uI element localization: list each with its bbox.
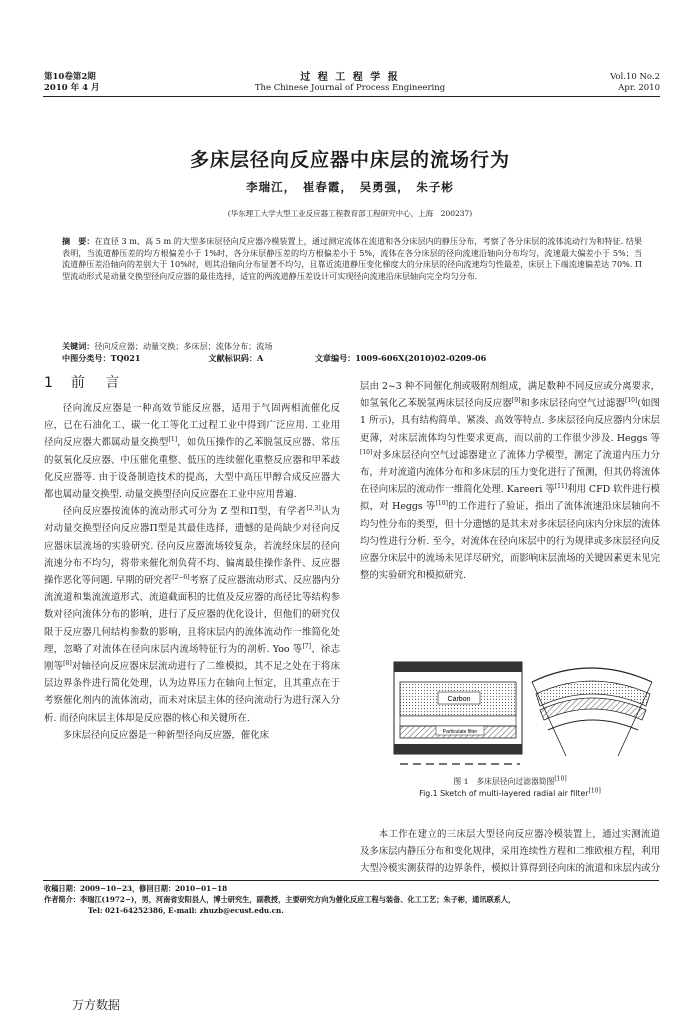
article-value: 1009-606X(2010)02-0209-06 bbox=[355, 353, 487, 363]
abstract-text: 在直径 3 m、高 5 m 的大型多床层径向反应器冷模装置上，通过测定流体在流道和各分床层内的静压分布，考察了各分床层的流体流动行为和特征. 结果表明，当流道静压差的均方根偏差小于 1%时，各分床层静压差的均方根偏差小于 5%，流体在各分床层的径向流速沿轴向分布均匀，流速最大偏差小于 5%；当流道静压差沿轴向的差别大于 10%时，则其沿轴向分布显著不均匀，且靠近流道静压变化梯度大的分床层的径向流速均匀性最差，床层上下端流速偏差达 70%. Π型流动形式是动量交换型径向反应器的最佳选择，适宜的两流道静压差设计可实现径向流速沿床层轴向完全均匀分布. bbox=[62, 236, 642, 282]
citation: [2−6] bbox=[172, 573, 190, 581]
section-title: 前 言 bbox=[70, 375, 128, 391]
journal-name-cn: 过 程 工 程 学 报 bbox=[300, 72, 400, 83]
section-number: 1 bbox=[44, 375, 61, 391]
left-column bbox=[44, 400, 340, 744]
citation: [10] bbox=[360, 448, 373, 456]
date-cn: 2010 年 4 月 bbox=[44, 83, 100, 93]
caption-en: Fig.1 Sketch of multi-layered radial air filter[10] bbox=[419, 787, 601, 798]
bottom-bar bbox=[394, 744, 522, 754]
footnote-contact: Tel: 021-64252386, E-mail: zhuzb@ecust.edu.cn. bbox=[88, 905, 284, 915]
filter-sketch bbox=[360, 656, 660, 771]
header-volume bbox=[44, 72, 99, 94]
section-heading bbox=[44, 372, 127, 392]
citation: [10] bbox=[625, 397, 638, 405]
citation: [10] bbox=[435, 500, 448, 508]
paper-affiliation: (华东理工大学大型工业反应器工程教育部工程研究中心，上海 200237) bbox=[227, 209, 473, 218]
abstract bbox=[62, 236, 642, 283]
figure-1 bbox=[360, 656, 660, 771]
journal-name-en: The Chinese Journal of Process Engineering bbox=[254, 83, 446, 93]
arc-filter bbox=[540, 698, 646, 720]
clc-label: 中图分类号： bbox=[62, 353, 111, 363]
paragraph-1: 径向流反应器是一种高效节能反应器，适用于气固两相流催化反应，已在石油化工、碳一化工等化工过程工业中得到广泛应用. 工业用径向反应器大都属动量交换型[1]，如负压操作的乙苯脱氢反应器、常压的氨氧化反应器、中压催化重整、低压的连续催化重整反应器和甲苯歧化反应器等. 由于设备制造技术的提高，大型中高压甲醇合成反应器大都也属动量交换型. 动量交换型径向反应器在工业中应用普遍. bbox=[44, 403, 340, 501]
filter-label: Particulate filter bbox=[442, 729, 478, 735]
abstract-label: 摘 要： bbox=[62, 236, 95, 246]
right-column-bottom bbox=[360, 826, 660, 878]
article-label: 文章编号： bbox=[314, 353, 356, 363]
citation: [8] bbox=[63, 659, 72, 667]
header-rule bbox=[43, 96, 660, 97]
paragraph-2: 径向反应器按流体的流动形式可分为 Z 型和Π型，有学者[2,3]认为对动量交换型径向反应器Π型是其最佳选择，遗憾的是尚缺少对径向反应器床层流场的实验研究. 径向反应器流场较复杂，若流经床层的径向流速分布不均匀，将带来催化剂负荷不均、偏离最佳操作条件、反应器操作恶化等问题. 早期的研究者[2−6]考察了反应器流动形式、反应器内分流流道和集流流道形式、流道截面积的比值及反应器的高径比等结构参数对径向流体分布的影响，进行了反应器的优化设计，但他们的研究仅限于反应器几何结构参数的影响，且将床层内的流体流动作一维简化处理，忽略了对流体在径向床层内流场特征行为的剖析. Yoo 等[7]、徐志刚等[8]对轴径向反应器床层流动进行了二维模拟，其不足之处在于将床层边界条件进行简化处理，认为边界压力在轴向上恒定，且其重点在于考察催化剂内的流体流动，而未对床层主体的径向流动行为进行深入分析. 而径向床层主体却是反应器的核心和关键所在. bbox=[44, 505, 340, 724]
arc-inner bbox=[548, 720, 638, 730]
volume-cn: 第10卷第2期 bbox=[44, 72, 96, 82]
citation: [1] bbox=[168, 436, 178, 444]
paragraph-continued: 层由 2~3 种不同催化剂或吸附剂组成，满足数种不同反应或分离要求，如氢氧化乙苯脱氢两床层径向反应器[9]和多床层径向空气过滤器[10](如图 1 所示)，具有结构简单、紧凑、高效等特点. 多床层径向反应器内分床层更薄，对床层流体均匀性要求更高，而以前的工作很少涉及. Heggs 等[10]对多床层径向空气过滤器建立了流体力学模型，测定了流道内压力分布，并对流道内流体分布和多床层的压力变化进行了预测，但其仍将流体在径向床层的流动作一维简化处理. Kareeri 等[11]利用 CFD 软件进行模拟，对 Heggs 等[10]的工作进行了验证，指出了流体流速沿床层轴向不均匀性分布的类型，但十分遗憾的是其未对多床层径向床内分床层的流体均匀性进行分析. 至今，对流体在径向床层中的行为规律或多床层径向反应器分床层中的流场未见详尽研究，而影响床层流场的关键因素更未见完整的实验研究和模拟研究. bbox=[360, 381, 661, 582]
carbon-label: Carbon bbox=[447, 696, 471, 703]
gap-band bbox=[400, 716, 516, 726]
paragraph-3: 多床层径向反应器是一种新型径向反应器，催化床 bbox=[62, 729, 270, 741]
citation: [11] bbox=[554, 483, 568, 491]
paper-title: 多床层径向反应器中床层的流场行为 bbox=[189, 149, 510, 171]
keywords bbox=[62, 341, 642, 353]
caption-cn: 图 1 多床层径向过滤器简图[10] bbox=[453, 775, 567, 786]
keywords-text: 径向反应器；动量交换；多床层；流体分布；流场 bbox=[94, 341, 273, 351]
doc-value: A bbox=[256, 353, 264, 363]
date-en: Apr. 2010 bbox=[618, 83, 660, 93]
clc-value: TQ021 bbox=[110, 353, 141, 363]
footnote bbox=[44, 884, 660, 916]
header-journal bbox=[200, 72, 500, 94]
citation: [9] bbox=[511, 397, 521, 405]
footnote-received: 收稿日期：2009−10−23，修回日期：2010−01−18 bbox=[44, 884, 228, 893]
classification bbox=[62, 353, 652, 365]
top-bar bbox=[394, 662, 522, 672]
paragraph-present-work: 本工作在建立的三床层大型径向反应器冷模装置上，通过实测流道及多床层内静压分布和变化规律，采用连续性方程和二维欧根方程，利用大型冷模实测获得的边界条件，模拟计算得到径向床的流道和床层内或分 bbox=[360, 829, 661, 875]
header-volume-en bbox=[560, 72, 660, 94]
arc-outer bbox=[532, 668, 652, 682]
figure-caption bbox=[360, 776, 660, 800]
right-column-top bbox=[360, 378, 660, 584]
citation: [2,3] bbox=[306, 505, 321, 513]
doc-label: 文献标识码： bbox=[208, 353, 257, 363]
paper-authors: 李瑞江， 崔春霞， 吴勇强， 朱子彬 bbox=[246, 180, 454, 194]
footnote-bio: 作者简介：李瑞江(1972−)，男，河南省安阳县人，博士研究生，副教授，主要研究方向为催化反应工程与装备、化工工艺；朱子彬，通讯联系人， bbox=[44, 894, 516, 904]
citation: [7] bbox=[302, 642, 311, 650]
keywords-label: 关键词： bbox=[62, 341, 95, 351]
footnote-rule bbox=[43, 880, 659, 881]
watermark: 万方数据 bbox=[72, 998, 121, 1012]
volume-en: Vol.10 No.2 bbox=[610, 72, 660, 82]
